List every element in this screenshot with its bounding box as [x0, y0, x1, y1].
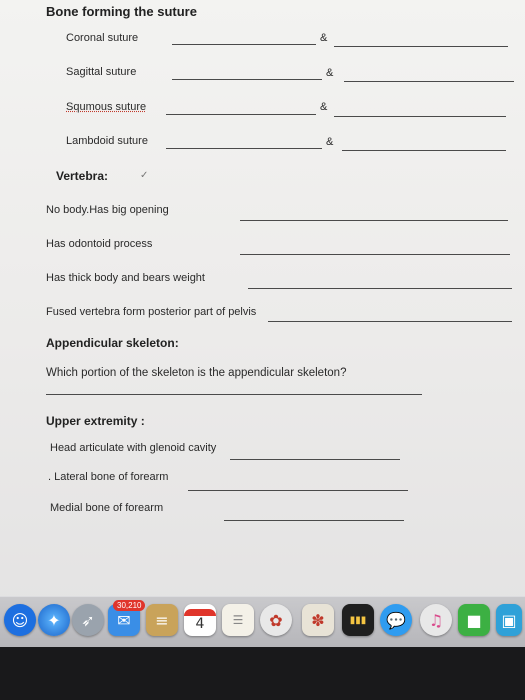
mail-badge: 30,210 — [113, 600, 145, 611]
cursor-mark-icon: ✓ — [140, 170, 149, 181]
messages-icon[interactable]: 💬 — [380, 604, 412, 636]
answer-blank[interactable] — [240, 220, 508, 221]
answer-blank[interactable] — [334, 116, 506, 117]
answer-blank[interactable] — [166, 114, 316, 115]
answer-blank[interactable] — [230, 459, 400, 460]
ampersand: & — [320, 32, 328, 44]
safari-icon[interactable]: ✦ — [38, 604, 70, 636]
answer-blank[interactable] — [188, 490, 408, 491]
itunes-icon[interactable]: ♫ — [420, 604, 452, 636]
desk-background — [0, 647, 525, 700]
ampersand: & — [320, 101, 328, 113]
upper-item: Head articulate with glenoid cavity — [50, 442, 217, 454]
suture-label-squmous: Squmous suture — [66, 101, 147, 113]
reminders-icon[interactable]: ☰ — [222, 604, 254, 636]
terminal-icon[interactable]: ▮▮▮ — [342, 604, 374, 636]
upper-extremity-title: Upper extremity : — [46, 414, 145, 428]
answer-blank[interactable] — [334, 46, 508, 47]
suture-section-title: Bone forming the suture — [46, 4, 197, 19]
suture-label-lambdoid: Lambdoid suture — [66, 135, 148, 147]
music-note-icon[interactable]: ✽ — [302, 604, 334, 636]
calendar-day: 4 — [195, 615, 205, 632]
answer-blank[interactable] — [166, 148, 322, 149]
launchpad-icon[interactable]: ➶ — [72, 604, 104, 636]
vertebra-item: Fused vertebra form posterior part of pelvis — [46, 306, 257, 318]
appendicular-question: Which portion of the skeleton is the appendicular skeleton? — [46, 367, 347, 379]
vertebra-item: Has odontoid process — [46, 238, 153, 250]
finder-icon[interactable]: ☺ — [4, 604, 36, 636]
vertebra-section-title: Vertebra: — [56, 169, 109, 183]
preview-icon[interactable]: ▣ — [496, 604, 522, 636]
answer-blank[interactable] — [344, 81, 514, 82]
ampersand: & — [326, 67, 334, 79]
calendar-icon[interactable] — [184, 604, 216, 636]
answer-blank[interactable] — [342, 150, 506, 151]
notes-icon[interactable]: ≡ — [146, 604, 178, 636]
suture-label-coronal: Coronal suture — [66, 32, 139, 44]
calendar-header — [184, 609, 216, 616]
facetime-icon[interactable]: ■ — [458, 604, 490, 636]
answer-blank[interactable] — [240, 254, 510, 255]
answer-blank[interactable] — [224, 520, 404, 521]
suture-label-sagittal: Sagittal suture — [66, 66, 137, 78]
vertebra-item: No body.Has big opening — [46, 204, 169, 216]
mail-icon[interactable]: ✉ — [108, 604, 140, 636]
appendicular-section-title: Appendicular skeleton: — [46, 336, 179, 350]
upper-item: Medial bone of forearm — [50, 502, 164, 514]
answer-blank[interactable] — [172, 44, 316, 45]
photos-icon[interactable]: ✿ — [260, 604, 292, 636]
vertebra-item: Has thick body and bears weight — [46, 272, 205, 284]
ampersand: & — [326, 136, 334, 148]
answer-blank[interactable] — [268, 321, 512, 322]
answer-blank[interactable] — [172, 79, 322, 80]
answer-blank[interactable] — [46, 394, 422, 395]
upper-item: . Lateral bone of forearm — [48, 471, 169, 483]
answer-blank[interactable] — [248, 288, 512, 289]
